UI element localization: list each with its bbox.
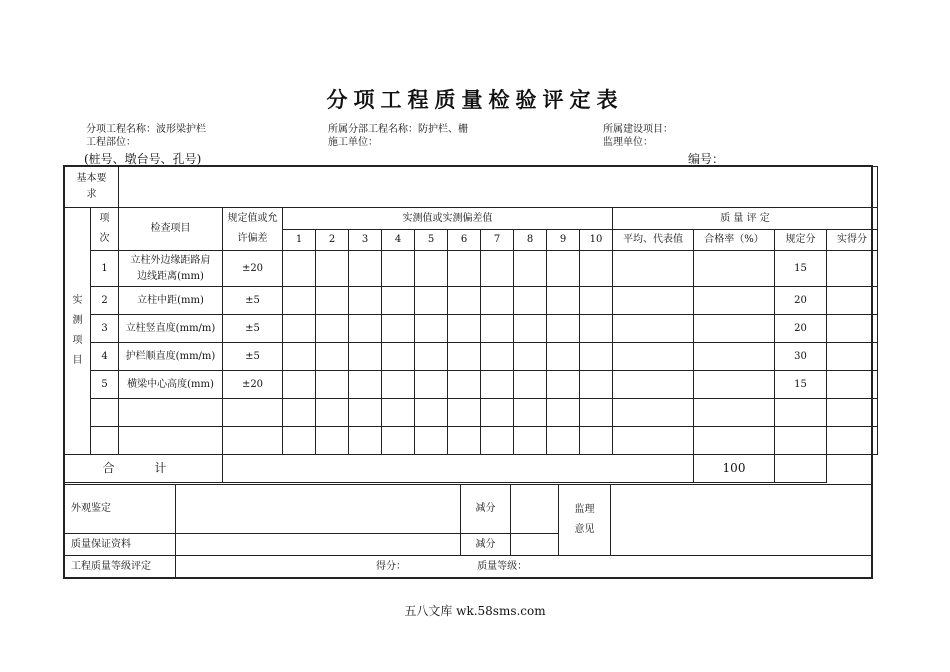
- quality-docs-deduct-value: [511, 534, 559, 556]
- table-row: [65, 287, 878, 315]
- pass-rate-header: 合格率（%）: [694, 230, 775, 251]
- quality-grade-label: 质量等级：: [477, 560, 528, 572]
- item-name-label: 分项工程名称：: [86, 124, 156, 135]
- score-label: 得分：: [376, 560, 406, 572]
- quality-docs-label: 质量保证资料: [65, 534, 176, 556]
- row-score: 20: [775, 287, 827, 315]
- quality-docs-deduct-label: 减分: [461, 534, 511, 556]
- table-row: [65, 427, 878, 455]
- row-tol: ±5: [223, 315, 283, 343]
- row-item: 立柱外边缘距路肩边线距离(mm): [119, 251, 223, 287]
- table-row: [65, 343, 878, 371]
- appraisal-table: [64, 484, 873, 578]
- row-seq: 5: [91, 371, 119, 399]
- measured-header: 实测值或实测偏差值: [283, 208, 613, 230]
- col-header: 6: [448, 230, 481, 251]
- col-header: 5: [415, 230, 448, 251]
- number-label: 编号：: [688, 152, 725, 166]
- construction-item-label: 所属建设项目：: [603, 124, 673, 135]
- row-score: 30: [775, 343, 827, 371]
- total-row: [65, 455, 878, 483]
- col-header: 2: [316, 230, 349, 251]
- supervisor-label: 监理单位：: [603, 137, 653, 148]
- grade-content: [176, 556, 873, 578]
- quality-header: 质 量 评 定: [613, 208, 878, 230]
- col-header: 4: [382, 230, 415, 251]
- col-header: 9: [547, 230, 580, 251]
- row-item: 立柱中距(mm): [119, 287, 223, 315]
- row-seq: 4: [91, 343, 119, 371]
- sub-project-label: 所属分部工程名称：: [328, 124, 418, 135]
- total-label: 合 计: [65, 455, 223, 483]
- page-title: 分项工程质量检验评定表: [326, 87, 624, 112]
- appearance-content: [176, 485, 461, 534]
- row-tol: ±20: [223, 371, 283, 399]
- table-row: [65, 371, 878, 399]
- appearance-deduct-value: [511, 485, 559, 534]
- inspection-table: [64, 166, 878, 483]
- table-row: [65, 399, 878, 427]
- basic-req-label: 基本要求: [65, 167, 119, 208]
- row-tol: ±5: [223, 343, 283, 371]
- col-header: 1: [283, 230, 316, 251]
- item-name-value: 波形梁护栏: [156, 124, 206, 135]
- seq-header: 项次: [91, 208, 119, 251]
- col-header: 8: [514, 230, 547, 251]
- row-item: 护栏顺直度(mm/m): [119, 343, 223, 371]
- col-header: 3: [349, 230, 382, 251]
- col-header: 10: [580, 230, 613, 251]
- measured-items-label: 实测项目: [65, 208, 91, 455]
- supervision-label: 监理意见: [559, 485, 611, 556]
- spec-score-header: 规定分: [775, 230, 827, 251]
- row-tol: ±5: [223, 287, 283, 315]
- table-row: [65, 315, 878, 343]
- tolerance-header: 规定值或允许偏差: [223, 208, 283, 251]
- row-seq: 2: [91, 287, 119, 315]
- footer-watermark: 五八文库 wk.58sms.com: [404, 604, 546, 618]
- row-item: 立柱竖直度(mm/m): [119, 315, 223, 343]
- actual-score-header: 实得分: [827, 230, 878, 251]
- col-header: 7: [481, 230, 514, 251]
- part-label: 工程部位：: [86, 137, 136, 148]
- avg-header: 平均、代表值: [613, 230, 694, 251]
- row-score: 15: [775, 371, 827, 399]
- grade-label: 工程质量等级评定: [65, 556, 176, 578]
- row-score: 15: [775, 251, 827, 287]
- sub-project-value: 防护栏、栅: [418, 124, 468, 135]
- row-seq: 1: [91, 251, 119, 287]
- row-item: 横梁中心高度(mm): [119, 371, 223, 399]
- appearance-label: 外观鉴定: [65, 485, 176, 534]
- appearance-deduct-label: 减分: [461, 485, 511, 534]
- pile-label: (桩号、墩台号、孔号): [84, 152, 202, 166]
- row-tol: ±20: [223, 251, 283, 287]
- contractor-label: 施工单位：: [328, 137, 378, 148]
- supervision-content: [611, 485, 873, 556]
- quality-docs-content: [176, 534, 461, 556]
- total-score: 100: [694, 455, 775, 483]
- row-seq: 3: [91, 315, 119, 343]
- check-item-header: 检查项目: [119, 208, 223, 251]
- row-score: 20: [775, 315, 827, 343]
- table-row: [65, 251, 878, 287]
- basic-req-content: [119, 167, 878, 208]
